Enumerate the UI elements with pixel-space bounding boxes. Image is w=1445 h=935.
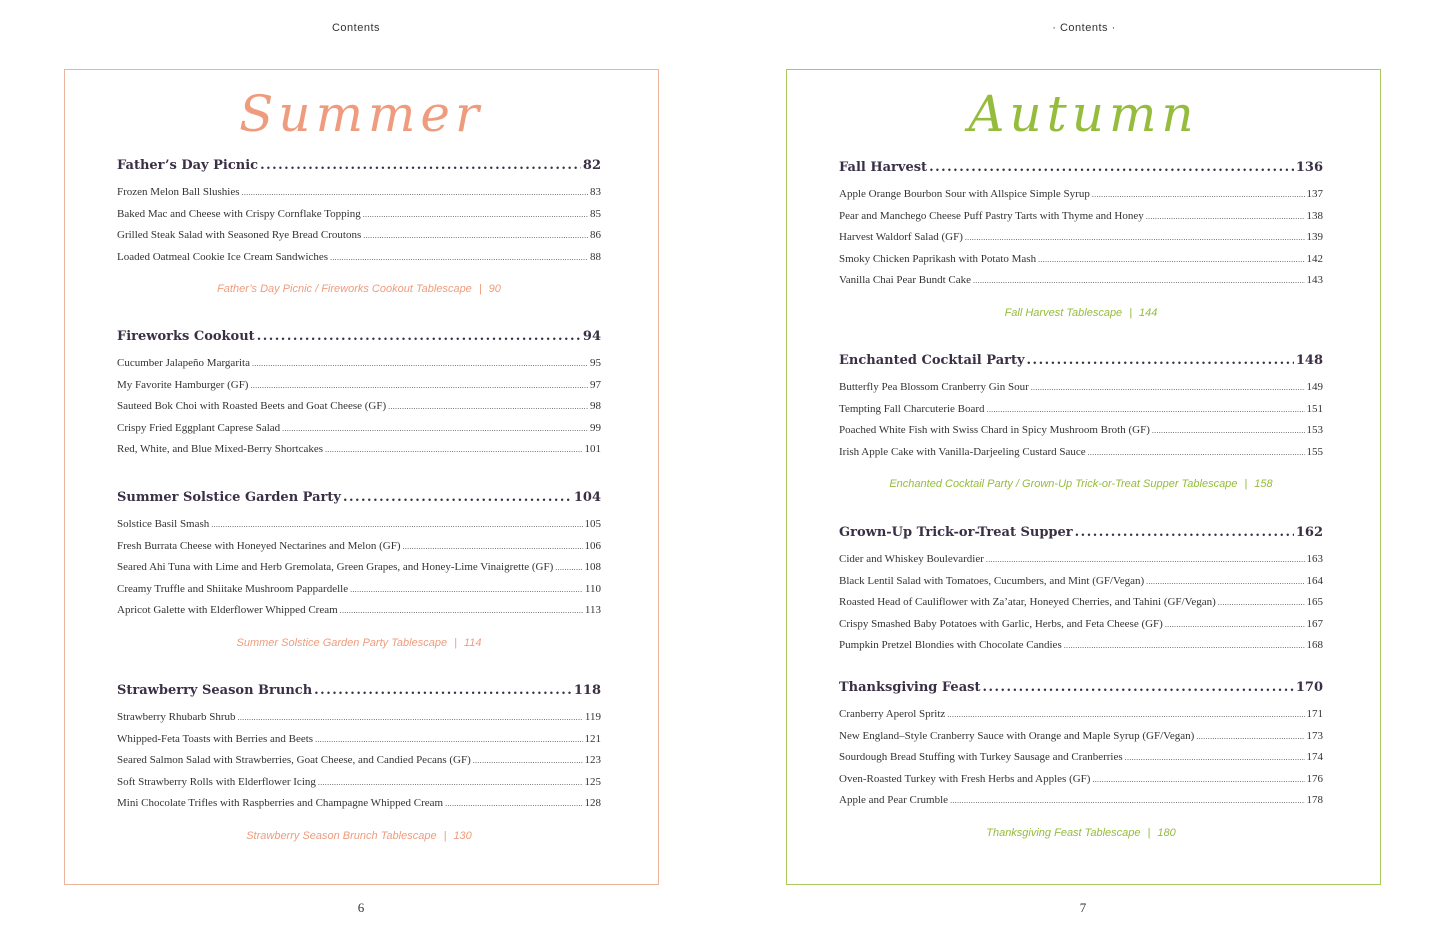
recipe-entry-link[interactable] <box>117 225 601 247</box>
dot-leader <box>402 536 582 558</box>
dot-leader <box>260 156 581 176</box>
page-ref: 85 <box>590 207 601 220</box>
page-number-right: 7 <box>1079 900 1087 915</box>
dot-leader <box>947 704 1304 726</box>
recipe-title: Oven-Roasted Turkey with Fresh Herbs and Apples (GF) <box>839 772 1091 785</box>
tablescape-page: 130 <box>453 829 472 842</box>
recipe-entry-link[interactable] <box>839 747 1323 769</box>
section-title: Grown-Up Trick-or-Treat Supper <box>839 525 1073 540</box>
dot-leader <box>1125 747 1305 769</box>
autumn-contents-panel <box>786 69 1381 885</box>
dot-leader <box>982 678 1293 698</box>
dot-leader <box>340 600 583 622</box>
toc-section <box>117 327 601 461</box>
recipe-entry-link[interactable] <box>839 249 1323 271</box>
dot-leader <box>211 514 582 536</box>
page-ref: 170 <box>1295 680 1323 695</box>
page-ref: 139 <box>1306 231 1323 243</box>
recipe-title: Whipped-Feta Toasts with Berries and Beets <box>117 732 314 745</box>
dot-leader <box>1196 726 1304 748</box>
dot-leader <box>325 439 583 461</box>
page-ref: 167 <box>1306 617 1323 630</box>
dot-leader <box>363 204 588 226</box>
page-ref: 128 <box>584 797 601 809</box>
page-ref: 173 <box>1306 729 1323 742</box>
recipe-title: Smoky Chicken Paprikash with Potato Mash <box>839 252 1037 265</box>
tablescape-page: 114 <box>463 636 482 649</box>
recipe-entry-link[interactable] <box>117 418 601 440</box>
recipe-entry-link[interactable] <box>117 375 601 397</box>
page-ref: 98 <box>590 400 601 412</box>
page-ref: 138 <box>1306 209 1323 222</box>
dot-leader <box>473 750 583 772</box>
recipe-entry-link[interactable] <box>117 579 601 601</box>
tablescape-page: 144 <box>1139 306 1158 319</box>
recipe-title: Grilled Steak Salad with Seasoned Rye Bread Croutons <box>117 229 362 241</box>
recipe-entry-link[interactable] <box>117 729 601 751</box>
page-ref: 106 <box>584 539 601 552</box>
section-title: Enchanted Cocktail Party <box>839 353 1025 368</box>
separator: | <box>1147 826 1151 839</box>
page-ref: 168 <box>1306 639 1323 651</box>
recipe-entry-link[interactable] <box>839 571 1323 593</box>
tablescape-title: Fall Harvest Tablescape <box>1004 306 1123 319</box>
recipe-entry-link[interactable] <box>839 184 1323 206</box>
recipe-title: New England–Style Cranberry Sauce with Orange and Maple Syrup (GF/Vegan) <box>839 729 1195 742</box>
dot-leader <box>986 549 1305 571</box>
page-ref: 97 <box>590 378 601 391</box>
recipe-entry-link[interactable] <box>839 726 1323 748</box>
page-ref: 136 <box>1295 160 1323 175</box>
recipe-entry-link[interactable] <box>117 557 601 579</box>
recipe-entry-link[interactable] <box>839 635 1323 657</box>
section-heading-link[interactable] <box>117 488 601 508</box>
page-ref: 174 <box>1306 751 1323 763</box>
dot-leader <box>965 227 1305 249</box>
recipe-title: Pumpkin Pretzel Blondies with Chocolate Candies <box>839 639 1062 651</box>
section-heading-link[interactable] <box>839 523 1323 543</box>
page-number-left: 6 <box>357 900 365 915</box>
dot-leader <box>1031 377 1305 399</box>
recipe-entry-link[interactable] <box>117 396 601 418</box>
page-ref: 105 <box>584 518 601 530</box>
recipe-entry-link[interactable] <box>839 769 1323 791</box>
tablescape-link[interactable] <box>117 827 601 845</box>
recipe-entry-link[interactable] <box>117 514 601 536</box>
dot-leader <box>252 353 588 375</box>
dot-leader <box>250 375 588 397</box>
page-ref: 110 <box>584 582 601 595</box>
recipe-title: Frozen Melon Ball Slushies <box>117 186 240 198</box>
autumn-title: Autumn <box>968 85 1199 143</box>
page-ref: 123 <box>584 754 601 766</box>
dot-leader <box>1218 592 1305 614</box>
tablescape-title: Summer Solstice Garden Party Tablescape <box>236 636 448 649</box>
recipe-title: Irish Apple Cake with Vanilla-Darjeeling Custard Sauce <box>839 445 1086 458</box>
page-ref: 99 <box>590 421 601 434</box>
page-ref: 118 <box>573 683 601 698</box>
page-ref: 142 <box>1306 252 1323 265</box>
recipe-entry-link[interactable] <box>117 247 601 269</box>
separator: | <box>1244 478 1248 490</box>
recipe-title: Sourdough Bread Stuffing with Turkey Sausage and Cranberries <box>839 751 1123 763</box>
dot-leader <box>1075 523 1294 543</box>
recipe-title: Butterfly Pea Blossom Cranberry Gin Sour <box>839 381 1029 393</box>
recipe-title: Loaded Oatmeal Cookie Ice Cream Sandwiches <box>117 250 329 263</box>
section-heading-link[interactable] <box>839 351 1323 371</box>
recipe-entry-link[interactable] <box>839 399 1323 421</box>
section-title: Thanksgiving Feast <box>839 680 981 695</box>
recipe-entry-link[interactable] <box>117 353 601 375</box>
dot-leader <box>1064 635 1305 657</box>
page-ref: 148 <box>1295 353 1323 368</box>
dot-leader <box>1027 351 1294 371</box>
dot-leader <box>242 182 588 204</box>
recipe-title: Tempting Fall Charcuterie Board <box>839 402 985 415</box>
dot-leader <box>318 772 583 794</box>
recipe-entry-link[interactable] <box>839 549 1323 571</box>
tablescape-link[interactable] <box>839 304 1323 322</box>
dot-leader <box>1146 571 1304 593</box>
recipe-title: Baked Mac and Cheese with Crispy Cornflake Topping <box>117 207 361 220</box>
recipe-title: Soft Strawberry Rolls with Elderflower Icing <box>117 775 316 788</box>
page-ref: 125 <box>584 775 601 788</box>
section-heading-link[interactable] <box>117 681 601 701</box>
dot-leader <box>1152 420 1305 442</box>
page-ref: 121 <box>584 732 601 745</box>
recipe-title: Fresh Burrata Cheese with Honeyed Nectarines and Melon (GF) <box>117 539 401 552</box>
tablescape-title: Thanksgiving Feast Tablescape <box>986 826 1141 839</box>
recipe-title: Poached White Fish with Swiss Chard in Spicy Mushroom Broth (GF) <box>839 424 1150 436</box>
recipe-entry-link[interactable] <box>117 439 601 461</box>
recipe-entry-link[interactable] <box>117 772 601 794</box>
recipe-entry-link[interactable] <box>117 707 601 729</box>
dot-leader <box>315 729 582 751</box>
page-ref: 149 <box>1306 381 1323 393</box>
dot-leader <box>1146 206 1305 228</box>
page-ref: 86 <box>590 229 601 241</box>
recipe-title: Apple Orange Bourbon Sour with Allspice Simple Syrup <box>839 188 1090 200</box>
page-ref: 82 <box>582 158 601 173</box>
page-ref: 151 <box>1306 402 1323 415</box>
section-title: Strawberry Season Brunch <box>117 683 313 698</box>
recipe-entry-link[interactable] <box>117 600 601 622</box>
section-heading-link[interactable] <box>117 156 601 176</box>
page-ref: 163 <box>1306 553 1323 565</box>
page-ref: 162 <box>1295 525 1323 540</box>
page-ref: 143 <box>1306 274 1323 286</box>
separator: | <box>443 829 447 842</box>
dot-leader <box>363 225 588 247</box>
page-ref: 88 <box>590 250 601 263</box>
recipe-title: Seared Salmon Salad with Strawberries, Goat Cheese, and Candied Pecans (GF) <box>117 754 471 766</box>
recipe-title: Pear and Manchego Cheese Puff Pastry Tarts with Thyme and Honey <box>839 209 1144 222</box>
dot-leader <box>1165 614 1305 636</box>
dot-leader <box>973 270 1305 292</box>
recipe-entry-link[interactable] <box>117 750 601 772</box>
dot-leader <box>950 790 1304 812</box>
recipe-entry-link[interactable] <box>117 793 601 815</box>
tablescape-link[interactable] <box>117 634 601 652</box>
page-ref: 176 <box>1306 772 1323 785</box>
recipe-entry-link[interactable] <box>839 704 1323 726</box>
recipe-entry-link[interactable] <box>839 614 1323 636</box>
dot-leader <box>555 557 582 579</box>
dot-leader <box>350 579 583 601</box>
recipe-title: Cucumber Jalapeño Margarita <box>117 357 250 369</box>
recipe-entry-link[interactable] <box>839 227 1323 249</box>
summer-title: Summer <box>239 85 484 143</box>
toc-section <box>839 523 1323 657</box>
separator: | <box>1129 306 1133 319</box>
tablescape-page: 180 <box>1157 826 1176 839</box>
dot-leader <box>1092 184 1305 206</box>
tablescape-link[interactable] <box>839 824 1323 842</box>
recipe-entry-link[interactable] <box>117 204 601 226</box>
running-head-right: · Contents · <box>1052 22 1116 34</box>
recipe-entry-link[interactable] <box>839 790 1323 812</box>
recipe-title: Red, White, and Blue Mixed-Berry Shortcakes <box>117 443 323 455</box>
tablescape-title: Father’s Day Picnic / Fireworks Cookout Tablescape <box>217 283 472 295</box>
recipe-title: Crispy Smashed Baby Potatoes with Garlic, Herbs, and Feta Cheese (GF) <box>839 617 1163 630</box>
toc-section <box>839 678 1323 842</box>
recipe-title: Cranberry Aperol Spritz <box>839 708 946 720</box>
recipe-entry-link[interactable] <box>839 377 1323 399</box>
recipe-entry-link[interactable] <box>839 206 1323 228</box>
section-title: Fall Harvest <box>839 160 928 175</box>
tablescape-link[interactable] <box>117 280 601 298</box>
recipe-entry-link[interactable] <box>839 420 1323 442</box>
dot-leader <box>1092 769 1304 791</box>
page-ref: 155 <box>1306 445 1323 458</box>
section-heading-link[interactable] <box>839 678 1323 698</box>
tablescape-link[interactable] <box>839 475 1323 493</box>
recipe-entry-link[interactable] <box>839 592 1323 614</box>
dot-leader <box>282 418 588 440</box>
separator: | <box>478 283 482 295</box>
page-ref: 113 <box>584 604 601 616</box>
recipe-title: Cider and Whiskey Boulevardier <box>839 553 984 565</box>
section-heading-link[interactable] <box>839 158 1323 178</box>
toc-section <box>117 156 601 298</box>
section-title: Summer Solstice Garden Party <box>117 490 341 505</box>
recipe-title: Crispy Fried Eggplant Caprese Salad <box>117 421 281 434</box>
recipe-entry-link[interactable] <box>117 536 601 558</box>
page-ref: 171 <box>1306 708 1323 720</box>
recipe-title: Mini Chocolate Trifles with Raspberries and Champagne Whipped Cream <box>117 797 444 809</box>
recipe-title: My Favorite Hamburger (GF) <box>117 378 249 391</box>
dot-leader <box>257 327 581 347</box>
recipe-title: Vanilla Chai Pear Bundt Cake <box>839 274 971 286</box>
toc-section <box>117 488 601 652</box>
recipe-title: Creamy Truffle and Shiitake Mushroom Pappardelle <box>117 582 349 595</box>
recipe-title: Apple and Pear Crumble <box>839 794 949 806</box>
page-ref: 95 <box>590 357 601 369</box>
page-ref: 153 <box>1306 424 1323 436</box>
section-title: Fireworks Cookout <box>117 329 255 344</box>
tablescape-title: Strawberry Season Brunch Tablescape <box>246 829 437 842</box>
recipe-title: Solstice Basil Smash <box>117 518 210 530</box>
dot-leader <box>238 707 583 729</box>
dot-leader <box>314 681 572 701</box>
recipe-title: Seared Ahi Tuna with Lime and Herb Gremolata, Green Grapes, and Honey-Lime Vinaigrette (GF) <box>117 561 554 573</box>
dot-leader <box>445 793 582 815</box>
summer-contents-panel <box>64 69 659 885</box>
toc-section <box>839 158 1323 322</box>
recipe-title: Harvest Waldorf Salad (GF) <box>839 231 963 243</box>
page-ref: 101 <box>584 443 601 455</box>
section-heading-link[interactable] <box>117 327 601 347</box>
dot-leader <box>1088 442 1305 464</box>
running-head-left: Contents <box>331 22 381 34</box>
dot-leader <box>1038 249 1304 271</box>
dot-leader <box>343 488 572 508</box>
dot-leader <box>330 247 588 269</box>
page-ref: 178 <box>1306 794 1323 806</box>
section-title: Father’s Day Picnic <box>117 158 259 173</box>
toc-section <box>117 681 601 845</box>
page-ref: 137 <box>1306 188 1323 200</box>
page-ref: 94 <box>582 329 601 344</box>
recipe-entry-link[interactable] <box>839 442 1323 464</box>
recipe-entry-link[interactable] <box>117 182 601 204</box>
page-ref: 83 <box>590 186 601 198</box>
recipe-title: Apricot Galette with Elderflower Whipped Cream <box>117 604 338 616</box>
page-ref: 119 <box>584 711 601 723</box>
recipe-title: Roasted Head of Cauliflower with Za’atar, Honeyed Cherries, and Tahini (GF/Vegan) <box>839 596 1216 608</box>
dot-leader <box>987 399 1305 421</box>
recipe-title: Black Lentil Salad with Tomatoes, Cucumbers, and Mint (GF/Vegan) <box>839 574 1145 587</box>
tablescape-page: 158 <box>1254 478 1273 490</box>
recipe-title: Strawberry Rhubarb Shrub <box>117 711 236 723</box>
tablescape-title: Enchanted Cocktail Party / Grown-Up Trick-or-Treat Supper Tablescape <box>889 478 1238 490</box>
page-ref: 164 <box>1306 574 1323 587</box>
dot-leader <box>929 158 1294 178</box>
toc-section <box>839 351 1323 493</box>
dot-leader <box>388 396 588 418</box>
recipe-entry-link[interactable] <box>839 270 1323 292</box>
separator: | <box>454 636 457 649</box>
page-ref: 165 <box>1306 596 1323 608</box>
recipe-title: Sauteed Bok Choi with Roasted Beets and Goat Cheese (GF) <box>117 400 387 412</box>
tablescape-page: 90 <box>488 283 501 295</box>
page-ref: 104 <box>573 490 601 505</box>
page-ref: 108 <box>584 561 601 573</box>
